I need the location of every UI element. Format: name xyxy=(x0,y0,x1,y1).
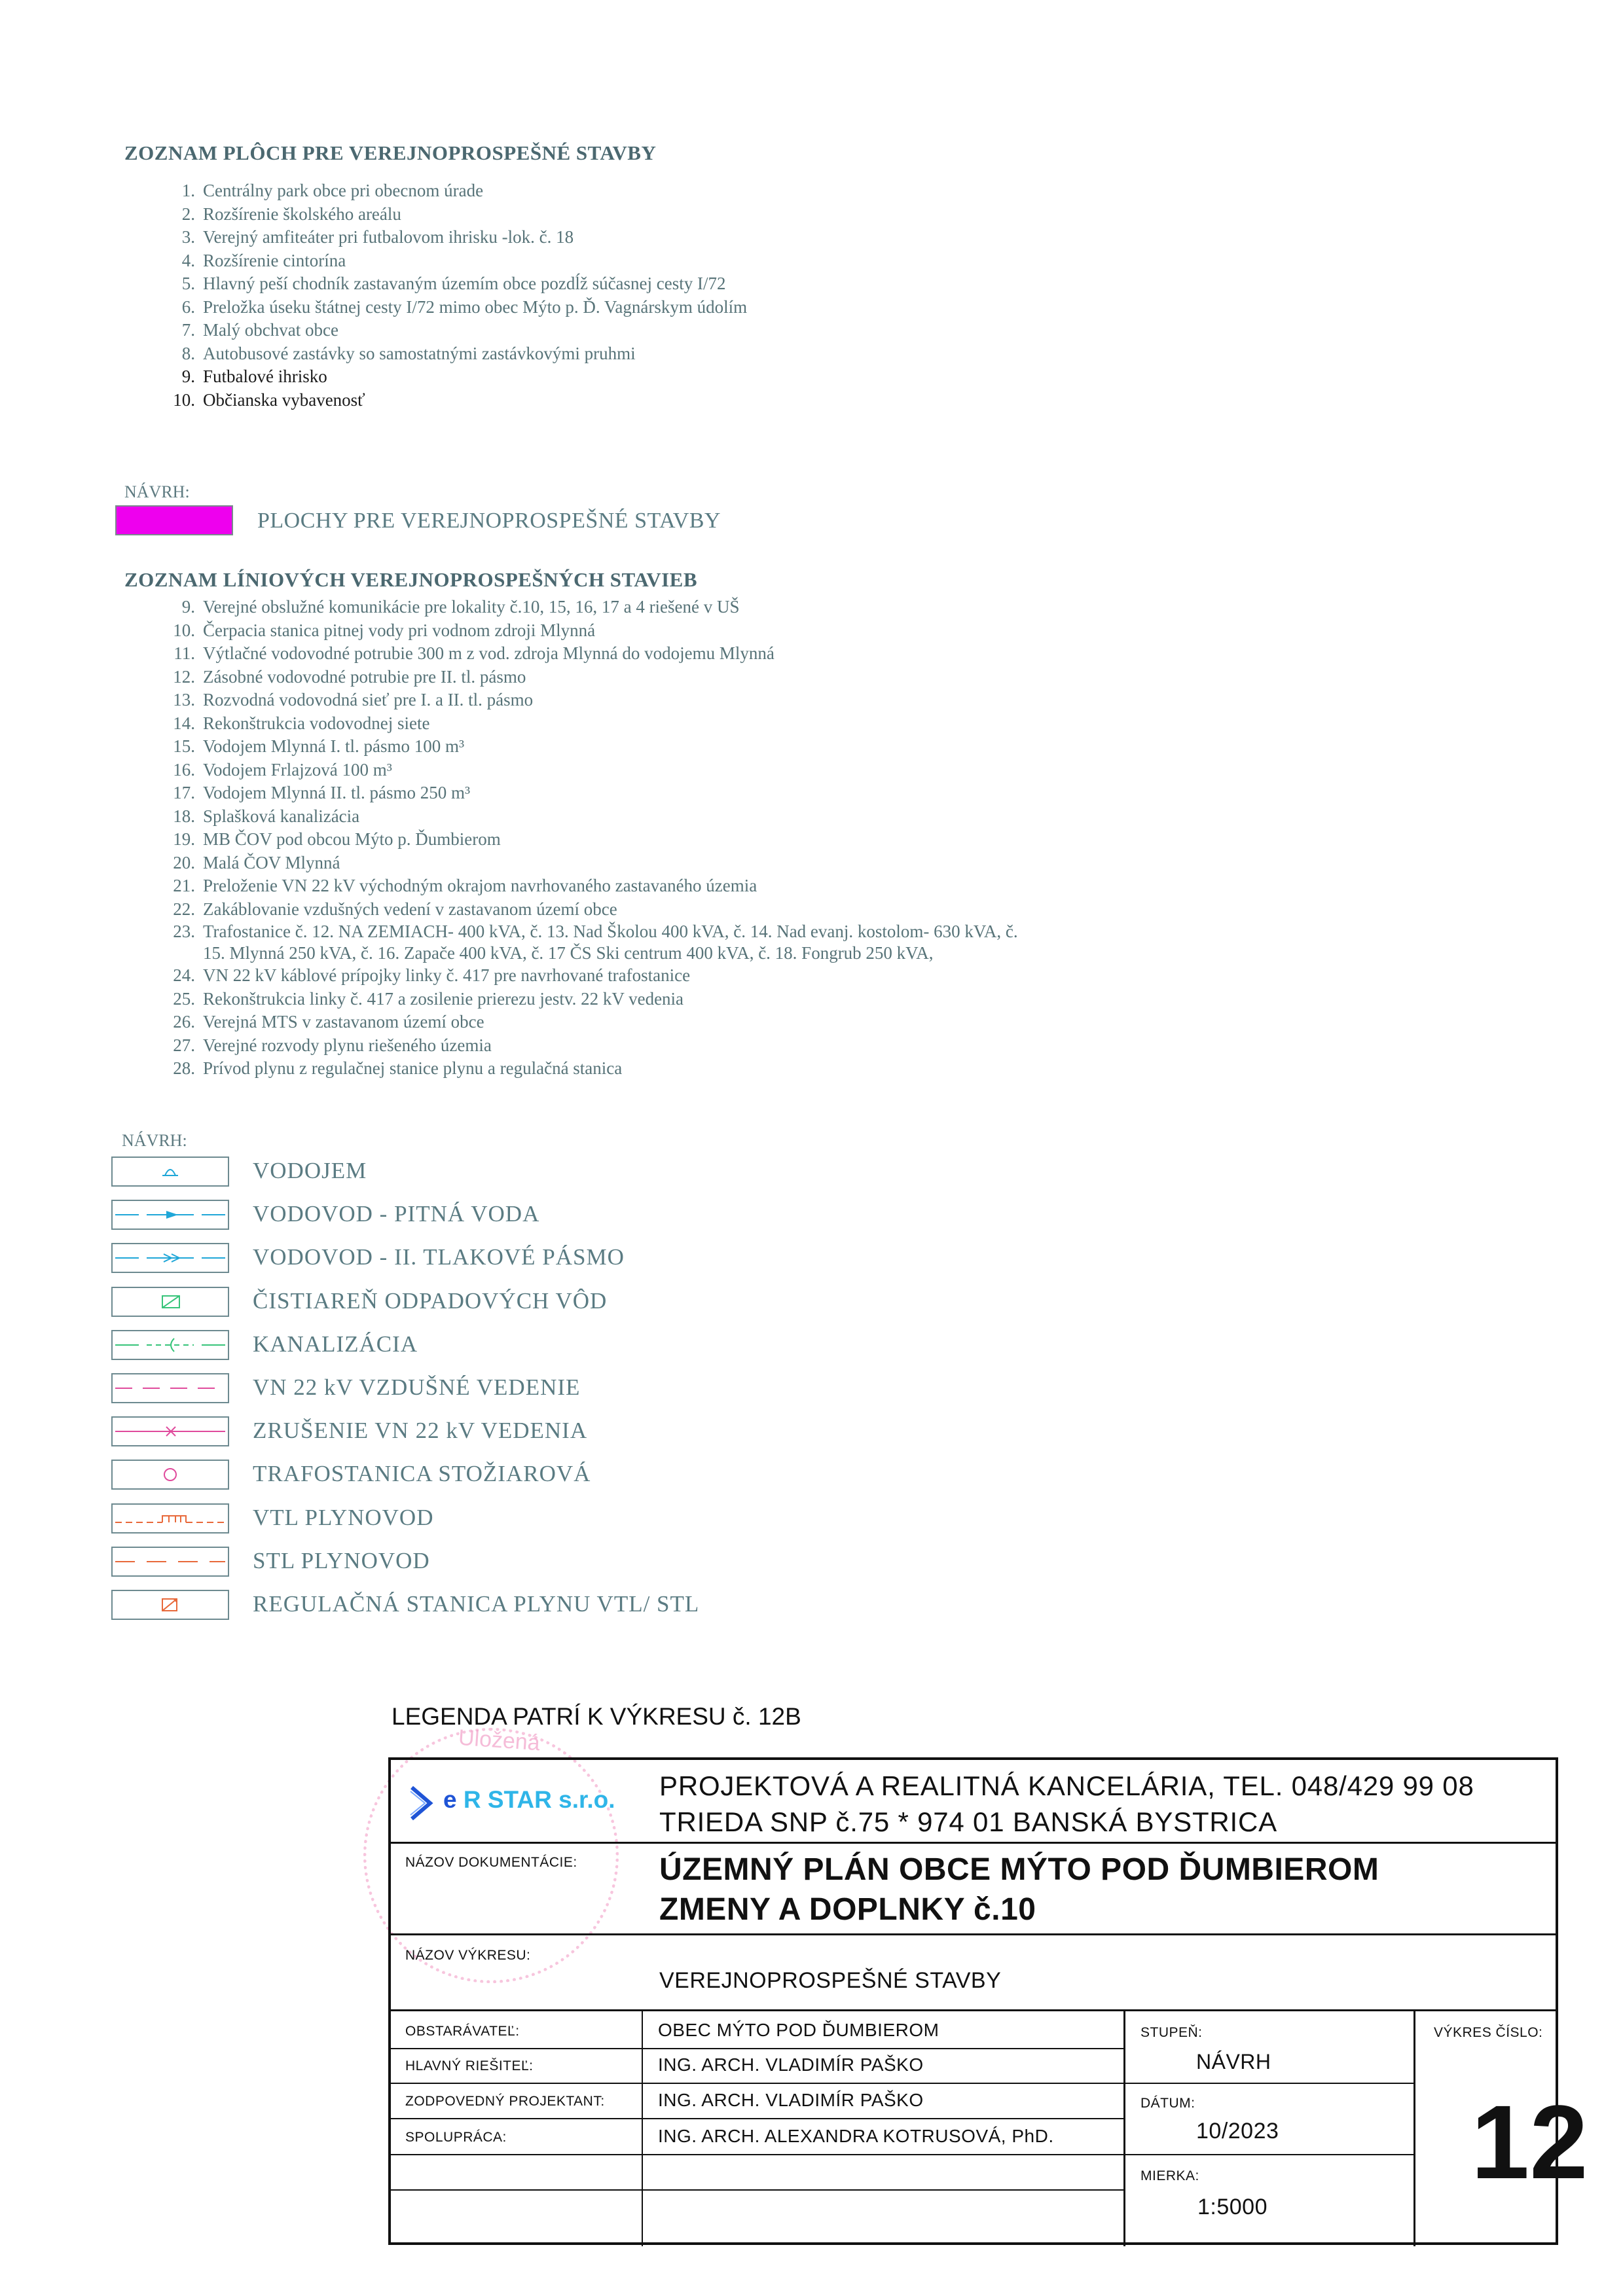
removed-line-icon xyxy=(111,1416,229,1446)
linear-work-item-number: 25. xyxy=(173,988,195,1009)
linear-work-item-number: 15. xyxy=(173,736,195,756)
title-block-row-value: ING. ARCH. VLADIMÍR PAŠKO xyxy=(658,2090,924,2110)
public-works-area-item-number: 10. xyxy=(173,389,195,410)
stage-label: STUPEŇ: xyxy=(1140,2025,1203,2040)
linear-work-item-text: Prívod plynu z regulačnej stanice plynu a regulačná stanica xyxy=(203,1058,623,1078)
symbol-legend-label: KANALIZÁCIA xyxy=(253,1331,418,1357)
doc-name-line-1: ÚZEMNÝ PLÁN OBCE MÝTO POD ĎUMBIEROM xyxy=(659,1852,1379,1887)
public-works-area-item-number: 5. xyxy=(181,274,195,293)
public-works-area-item xyxy=(169,319,747,342)
symbol-legend-label: TRAFOSTANICA STOŽIAROVÁ xyxy=(253,1461,591,1487)
sewer-icon xyxy=(111,1330,229,1360)
company-line-2: TRIEDA SNP č.75 * 974 01 BANSKÁ BYSTRICA xyxy=(659,1806,1277,1837)
linear-work-item-number: 14. xyxy=(173,713,195,733)
water-tank-icon xyxy=(111,1157,229,1187)
doc-name-line-2: ZMENY A DOPLNKY č.10 xyxy=(659,1892,1036,1927)
public-works-area-item-number: 3. xyxy=(181,227,195,247)
public-works-area-item-text: Rozšírenie cintorína xyxy=(203,250,346,270)
linear-work-item-text: Rekonštrukcia vodovodnej siete xyxy=(203,713,430,733)
title-block-row-value: ING. ARCH. VLADIMÍR PAŠKO xyxy=(658,2054,924,2075)
public-works-area-item-number: 9. xyxy=(181,367,195,386)
drawing-name-label: NÁZOV VÝKRESU: xyxy=(405,1948,531,1963)
linear-work-item-number: 9. xyxy=(181,597,195,617)
linear-work-item-number: 24. xyxy=(173,965,195,985)
symbol-legend-label: ZRUŠENIE VN 22 kV VEDENIA xyxy=(253,1418,588,1444)
linear-work-item-text: Verejné obslužné komunikácie pre lokality č.10, 15, 16, 17 a 4 riešené v UŠ xyxy=(203,597,740,617)
public-works-area-item xyxy=(169,203,747,226)
linear-work-item xyxy=(169,642,1021,666)
linear-work-item xyxy=(169,596,1021,619)
date-label: DÁTUM: xyxy=(1140,2096,1195,2111)
public-works-area-item-number: 6. xyxy=(181,296,195,317)
linear-work-item-text: Vodojem Mlynná I. tl. pásmo 100 m³ xyxy=(203,736,465,756)
overhead-line-icon xyxy=(111,1373,229,1403)
symbol-legend-label: REGULAČNÁ STANICA PLYNU VTL/ STL xyxy=(253,1591,700,1617)
linear-works-list xyxy=(169,596,1021,1081)
title-block xyxy=(388,1757,1588,2245)
linear-work-item-number: 22. xyxy=(173,899,195,919)
public-works-area-item xyxy=(169,249,747,273)
linear-work-item-text: Verejné rozvody plynu riešeného územia xyxy=(203,1035,492,1055)
linear-work-item-text: Verejná MTS v zastavanom území obce xyxy=(203,1012,484,1031)
area-legend-swatch xyxy=(115,505,233,535)
linear-work-item-number: 27. xyxy=(173,1035,195,1055)
linear-work-item xyxy=(169,874,1021,898)
public-works-area-item-number: 7. xyxy=(181,320,195,340)
symbol-legend-navrh-label: NÁVRH: xyxy=(122,1131,187,1150)
doc-name-label: NÁZOV DOKUMENTÁCIE: xyxy=(405,1855,577,1870)
date-value: 10/2023 xyxy=(1196,2119,1279,2144)
linear-work-item xyxy=(169,1057,1021,1081)
linear-work-item-text: VN 22 kV káblové prípojky linky č. 417 pre navrhované trafostanice xyxy=(203,965,691,985)
public-works-area-item xyxy=(169,226,747,249)
linear-work-item xyxy=(169,964,1021,988)
public-works-area-item xyxy=(169,365,747,389)
public-works-area-item xyxy=(169,342,747,366)
public-works-areas-list xyxy=(169,179,747,412)
stage-value: NÁVRH xyxy=(1196,2050,1271,2073)
linear-work-item-number: 17. xyxy=(173,783,195,802)
linear-work-item-number: 21. xyxy=(173,876,195,895)
linear-work-item-number: 20. xyxy=(173,852,195,872)
company-logo-text xyxy=(443,1786,615,1814)
linear-work-item xyxy=(169,689,1021,712)
area-legend-label: PLOCHY PRE VEREJNOPROSPEŠNÉ STAVBY xyxy=(257,509,721,533)
linear-work-item-number: 28. xyxy=(173,1058,195,1078)
linear-work-item-number: 13. xyxy=(173,690,195,709)
linear-work-item-text: Rekonštrukcia linky č. 417 a zosilenie prierezu jestv. 22 kV vedenia xyxy=(203,988,684,1009)
drawing-number-label: VÝKRES ČÍSLO: xyxy=(1434,2025,1543,2040)
company-line-1: PROJEKTOVÁ A REALITNÁ KANCELÁRIA, TEL. 048/429 99 08 xyxy=(659,1770,1474,1801)
linear-work-item xyxy=(169,1011,1021,1034)
company-logo-rstar: R STAR s.r.o. xyxy=(456,1786,615,1813)
public-works-area-item-number: 2. xyxy=(181,204,195,224)
title-block-row-value: OBEC MÝTO POD ĎUMBIEROM xyxy=(658,2020,939,2040)
stamp-text: Uložená xyxy=(457,1725,541,1756)
water-main-zone2-icon xyxy=(111,1243,229,1273)
public-works-area-item xyxy=(169,272,747,296)
title-block-row-label: SPOLUPRÁCA: xyxy=(405,2130,507,2145)
linear-work-item-number: 10. xyxy=(173,620,195,640)
drawing-number: 12 xyxy=(1471,2083,1588,2200)
linear-work-item-number: 19. xyxy=(173,829,195,849)
company-logo xyxy=(408,1785,435,1825)
gas-regulator-icon xyxy=(111,1590,229,1620)
linear-work-item-text: Preloženie VN 22 kV východným okrajom navrhovaného zastavaného územia xyxy=(203,876,757,895)
linear-work-item-number: 11. xyxy=(173,643,195,663)
linear-work-item-text: Vodojem Frlajzová 100 m³ xyxy=(203,759,392,780)
hp-gas-pipeline-icon xyxy=(111,1503,229,1534)
linear-work-item-text: Zakáblovanie vzdušných vedení v zastavanom území obce xyxy=(203,899,617,919)
title-block-row-label: ZODPOVEDNÝ PROJEKTANT: xyxy=(405,2094,605,2109)
linear-work-item-number: 26. xyxy=(173,1012,195,1031)
linear-work-item xyxy=(169,781,1021,805)
linear-work-item xyxy=(169,1034,1021,1058)
title-block-row-label: OBSTARÁVATEĽ: xyxy=(405,2024,520,2039)
linear-work-item xyxy=(169,712,1021,736)
linear-work-item-text: MB ČOV pod obcou Mýto p. Ďumbierom xyxy=(203,829,501,849)
company-logo-chevron-icon xyxy=(408,1785,435,1821)
linear-work-item-text: Malá ČOV Mlynná xyxy=(203,852,340,872)
symbol-legend-label: ČISTIAREŇ ODPADOVÝCH VÔD xyxy=(253,1287,608,1314)
linear-work-item xyxy=(169,619,1021,643)
linear-work-item xyxy=(169,828,1021,852)
symbol-legend-label: VN 22 kV VZDUŠNÉ VEDENIE xyxy=(253,1374,581,1400)
linear-work-item-number: 23. xyxy=(173,922,195,941)
linear-work-item xyxy=(169,852,1021,875)
public-works-area-item xyxy=(169,179,747,203)
public-works-area-item xyxy=(169,389,747,412)
public-works-area-item-number: 4. xyxy=(181,250,195,270)
public-works-area-item-text: Preložka úseku štátnej cesty I/72 mimo obec Mýto p. Ď. Vagnárskym údolím xyxy=(203,296,748,317)
public-works-area-item-number: 8. xyxy=(181,343,195,363)
area-legend-navrh-label: NÁVRH: xyxy=(124,482,190,501)
mp-gas-pipeline-icon xyxy=(111,1547,229,1577)
linear-work-item-text: Výtlačné vodovodné potrubie 300 m z vod. zdroja Mlynná do vodojemu Mlynná xyxy=(203,643,775,663)
linear-work-item-text: Trafostanice č. 12. NA ZEMIACH- 400 kVA, č. 13. Nad Školou 400 kVA, č. 14. Nad evanj. kostolom- 630 kVA, č. 15. Mlynná 250 kVA, č. 16. Zapače 400 kVA, č. 17 ČS Ski centrum 400 kVA, č. 18. Fongrub 250 kVA, xyxy=(203,922,1018,963)
drawing-name: VEREJNOPROSPEŠNÉ STAVBY xyxy=(659,1968,1002,1993)
linear-work-item xyxy=(169,666,1021,689)
public-works-area-item xyxy=(169,296,747,319)
water-main-icon xyxy=(111,1200,229,1230)
linear-work-item-text: Zásobné vodovodné potrubie pre II. tl. pásmo xyxy=(203,666,526,687)
transformer-icon xyxy=(111,1460,229,1490)
public-works-area-item-text: Centrálny park obce pri obecnom úrade xyxy=(203,181,484,200)
public-works-area-item-text: Verejný amfiteáter pri futbalovom ihrisku -lok. č. 18 xyxy=(203,227,574,247)
linear-work-item xyxy=(169,898,1021,922)
linear-work-item xyxy=(169,921,1021,964)
linear-work-item-text: Rozvodná vodovodná sieť pre I. a II. tl. pásmo xyxy=(203,690,534,709)
symbol-legend-label: VTL PLYNOVOD xyxy=(253,1504,434,1530)
public-works-area-item-text: Hlavný peší chodník zastavaným územím obce pozdĺž súčasnej cesty I/72 xyxy=(203,274,726,293)
symbol-legend-label: STL PLYNOVOD xyxy=(253,1547,430,1573)
linear-work-item-text: Vodojem Mlynná II. tl. pásmo 250 m³ xyxy=(203,783,471,802)
linear-work-item xyxy=(169,988,1021,1011)
scale-label: MIERKA: xyxy=(1140,2168,1199,2183)
title-block-row-label: HLAVNÝ RIEŠITEĽ: xyxy=(405,2058,534,2073)
scale-value: 1:5000 xyxy=(1197,2195,1267,2219)
symbol-legend-label: VODOVOD - PITNÁ VODA xyxy=(253,1201,540,1227)
title-block-row-value: ING. ARCH. ALEXANDRA KOTRUSOVÁ, PhD. xyxy=(658,2126,1054,2146)
linear-work-item-text: Splašková kanalizácia xyxy=(203,806,360,826)
legend-note: LEGENDA PATRÍ K VÝKRESU č. 12B xyxy=(392,1703,801,1730)
company-logo-e: e xyxy=(443,1786,457,1813)
linear-work-item-text: Čerpacia stanica pitnej vody pri vodnom zdroji Mlynná xyxy=(203,620,596,640)
public-works-areas-heading: ZOZNAM PLÔCH PRE VEREJNOPROSPEŠNÉ STAVBY xyxy=(124,141,657,164)
public-works-area-item-text: Rozšírenie školského areálu xyxy=(203,204,401,224)
linear-work-item-number: 18. xyxy=(173,806,195,826)
linear-work-item xyxy=(169,805,1021,829)
linear-work-item xyxy=(169,735,1021,759)
linear-work-item-number: 16. xyxy=(173,759,195,780)
public-works-area-item-text: Autobusové zastávky so samostatnými zastávkovými pruhmi xyxy=(203,343,636,363)
public-works-area-item-text: Občianska vybavenosť xyxy=(203,389,365,410)
linear-works-heading: ZOZNAM LÍNIOVÝCH VEREJNOPROSPEŠNÝCH STAVIEB xyxy=(124,568,698,591)
linear-work-item-number: 12. xyxy=(173,666,195,687)
public-works-area-item-number: 1. xyxy=(181,181,195,200)
wastewater-plant-icon xyxy=(111,1287,229,1317)
public-works-area-item-text: Futbalové ihrisko xyxy=(203,367,327,386)
public-works-area-item-text: Malý obchvat obce xyxy=(203,320,338,340)
linear-work-item xyxy=(169,759,1021,782)
symbol-legend-label: VODOVOD - II. TLAKOVÉ PÁSMO xyxy=(253,1244,625,1270)
symbol-legend-label: VODOJEM xyxy=(253,1158,367,1183)
